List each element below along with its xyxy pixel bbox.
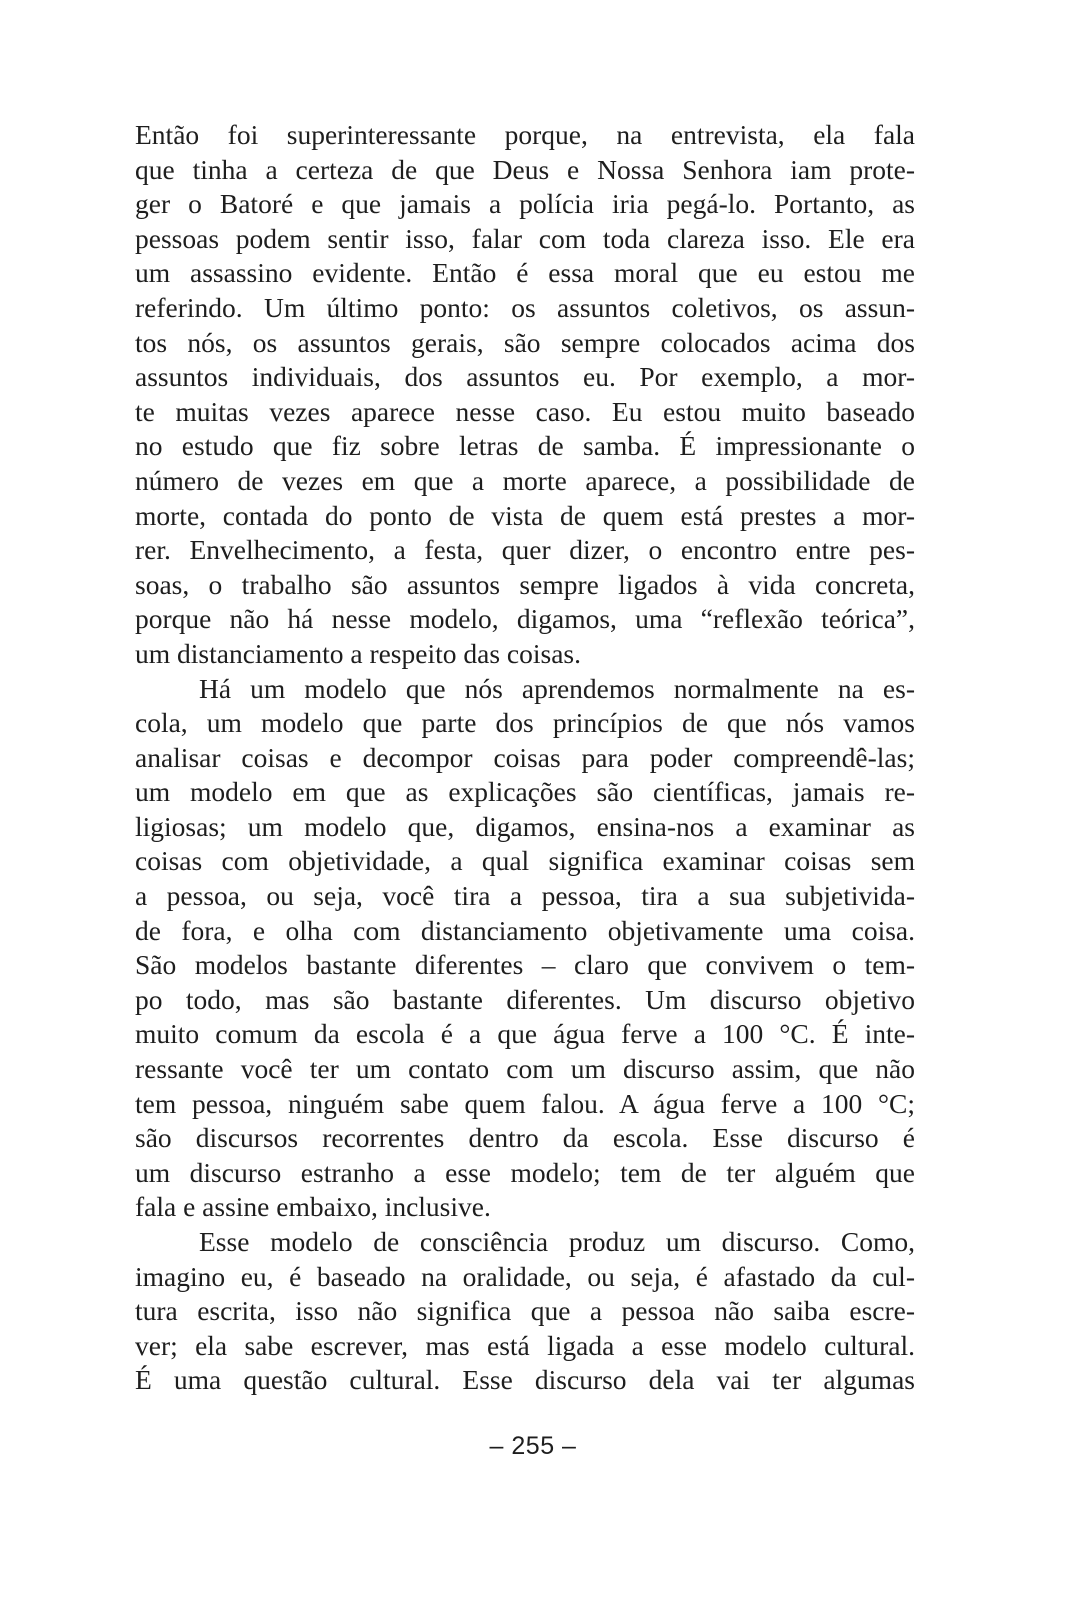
text-line: imagino eu, é baseado na oralidade, ou seja, é afastado da cul- [135, 1260, 915, 1292]
text-line: Esse modelo de consciência produz um discurso. Como, [199, 1226, 915, 1257]
text-line: muito comum da escola é a que água ferve a 100 °C. É inte- [135, 1018, 915, 1050]
body-text [135, 118, 915, 1398]
text-line: Há um modelo que nós aprendemos normalmente na es- [199, 672, 915, 704]
text-line: são discursos recorrentes dentro da escola. Esse discurso é [135, 1122, 915, 1154]
text-line: ressante você ter um contato com um discurso assim, que não [135, 1053, 915, 1085]
paragraph-2 [135, 672, 915, 1226]
text-line: que tinha a certeza de que Deus e Nossa Senhora iam prote- [135, 153, 915, 185]
text-line: cola, um modelo que parte dos princípios de que nós vamos [135, 707, 915, 739]
text-line: po todo, mas são bastante diferentes. Um discurso objetivo [135, 983, 915, 1015]
text-line: a pessoa, ou seja, você tira a pessoa, tira a sua subjetivida- [135, 880, 915, 912]
text-line: te muitas vezes aparece nesse caso. Eu estou muito baseado [135, 395, 915, 427]
text-line: ligiosas; um modelo que, digamos, ensina-nos a examinar as [135, 810, 915, 842]
text-line: rer. Envelhecimento, a festa, quer dizer, o encontro entre pes- [135, 534, 915, 566]
text-line: Então foi superinteressante porque, na entrevista, ela fala [135, 119, 915, 150]
text-line: assuntos individuais, dos assuntos eu. Por exemplo, a mor- [135, 361, 915, 393]
text-line: É uma questão cultural. Esse discurso dela vai ter algumas [135, 1364, 915, 1396]
text-line: soas, o trabalho são assuntos sempre ligados à vida concreta, [135, 568, 915, 600]
page-number: – 255 – [489, 1432, 577, 1460]
text-line: número de vezes em que a morte aparece, a possibilidade de [135, 464, 915, 496]
text-line: fala e assine embaixo, inclusive. [135, 1191, 491, 1223]
text-line: coisas com objetividade, a qual significa examinar coisas sem [135, 845, 915, 877]
text-line: ger o Batoré e que jamais a polícia iria pegá-lo. Portanto, as [135, 188, 915, 220]
text-line: São modelos bastante diferentes – claro que convivem o tem- [135, 949, 915, 981]
text-line: pessoas podem sentir isso, falar com toda clareza isso. Ele era [135, 222, 915, 254]
text-line: referindo. Um último ponto: os assuntos coletivos, os assun- [135, 291, 915, 323]
text-line: de fora, e olha com distanciamento objetivamente uma coisa. [135, 914, 915, 946]
text-line: porque não há nesse modelo, digamos, uma “reflexão teórica”, [135, 603, 915, 635]
text-line: tos nós, os assuntos gerais, são sempre colocados acima dos [135, 326, 915, 358]
text-line: tem pessoa, ninguém sabe quem falou. A água ferve a 100 °C; [135, 1087, 915, 1119]
text-line: um modelo em que as explicações são científicas, jamais re- [135, 776, 915, 808]
text-line: um distanciamento a respeito das coisas. [135, 637, 581, 669]
text-line: ver; ela sabe escrever, mas está ligada a esse modelo cultural. [135, 1329, 915, 1361]
text-line: no estudo que fiz sobre letras de samba. É impressionante o [135, 430, 915, 462]
paragraph-1 [135, 118, 915, 672]
text-line: um assassino evidente. Então é essa moral que eu estou me [135, 257, 915, 289]
text-line: analisar coisas e decompor coisas para poder compreendê-las; [135, 741, 915, 773]
text-line: um discurso estranho a esse modelo; tem de ter alguém que [135, 1156, 915, 1188]
text-line: morte, contada do ponto de vista de quem está prestes a mor- [135, 499, 915, 531]
text-line: tura escrita, isso não significa que a pessoa não saiba escre- [135, 1295, 915, 1327]
paragraph-3 [135, 1225, 915, 1398]
